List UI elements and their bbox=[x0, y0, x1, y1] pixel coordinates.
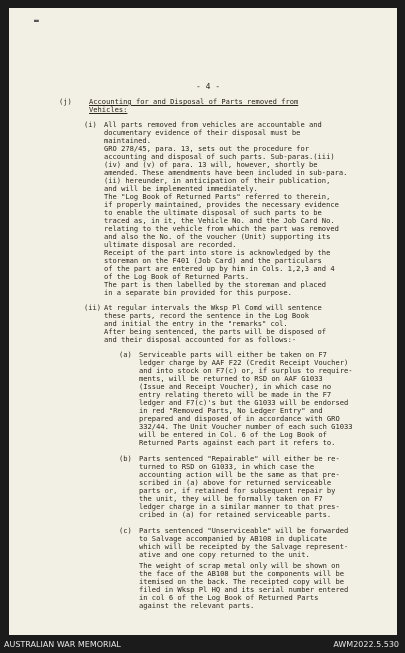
text-line: (iv) and (v) of para. 13 will, however, shortly be bbox=[104, 160, 318, 169]
text-line: ledger and F7(c)'s but the G1033 will be endorsed bbox=[139, 398, 349, 407]
archive-reference: AWM2022.5.530 bbox=[333, 640, 399, 649]
text-line: traced as, in it, the Vehicle No. and the Job Card No. bbox=[104, 216, 335, 225]
text-line: filed in Wksp Pl HQ and its serial number entered bbox=[139, 585, 349, 594]
text-line: in col 6 of the Log Book of Returned Parts bbox=[139, 593, 319, 602]
text-line: The part is then labelled by the storeman and placed bbox=[104, 280, 327, 289]
text-line: maintained. bbox=[104, 136, 151, 145]
text-line: in red "Removed Parts, No Ledger Entry" and bbox=[139, 406, 323, 415]
text-line: documentary evidence of their disposal must be bbox=[104, 128, 301, 137]
text-line: Receipt of the part into store is acknowledged by the bbox=[104, 248, 331, 257]
text-line: After being sentenced, the parts will be disposed of bbox=[104, 327, 327, 336]
text-line: 332/44. The Unit Voucher number of each such G1033 bbox=[139, 422, 353, 431]
text-line: The weight of scrap metal only will be shown on bbox=[139, 561, 340, 570]
text-line: The "Log Book of Returned Parts" referred to therein, bbox=[104, 192, 331, 201]
text-line: storeman on the F401 (Job Card) and the particulars bbox=[104, 256, 322, 265]
text-line: Serviceable parts will either be taken on F7 bbox=[139, 350, 327, 359]
sub-a-label: (a) bbox=[119, 350, 132, 359]
text-line: itemised on the back. The receipted copy will be bbox=[139, 577, 344, 586]
text-line: ledger charge by AAF F22 (Credit Receipt Voucher) bbox=[139, 358, 349, 367]
document-page bbox=[9, 8, 397, 635]
text-line: and their disposal accounted for as follows:- bbox=[104, 335, 297, 344]
text-line: At regular intervals the Wksp Pl Comd will sentence bbox=[104, 303, 322, 312]
section-j-heading-line2: Vehicles: bbox=[89, 105, 128, 114]
text-line: (ii) hereunder, in anticipation of their publication, bbox=[104, 176, 331, 185]
text-line: parts or, if retained for subsequent repair by bbox=[139, 486, 336, 495]
sub-c-label: (c) bbox=[119, 526, 132, 535]
para-ii-label: (ii) bbox=[84, 303, 102, 312]
text-line: (Issue and Receipt Voucher), in which case no bbox=[139, 382, 332, 391]
text-line: to Salvage accompanied by AB108 in duplicate bbox=[139, 534, 327, 543]
text-line: and will be implemented immediately. bbox=[104, 184, 258, 193]
text-line: ledger charge in a similar manner to that pres- bbox=[139, 502, 340, 511]
text-line: will be entered in Col. 6 of the Log Book of bbox=[139, 430, 327, 439]
text-line: turned to RSD on G1033, in which case the bbox=[139, 462, 315, 471]
text-line: these parts, record the sentence in the Log Book bbox=[104, 311, 309, 320]
text-line: and initial the entry in the "remarks" col. bbox=[104, 319, 288, 328]
page-number: - 4 - bbox=[196, 82, 221, 91]
text-line: relating to the vehicle from which the part was removed bbox=[104, 224, 339, 233]
text-line: entry relating thereto will be made in the F7 bbox=[139, 390, 332, 399]
text-line: amended. These amendments have been included in sub-para. bbox=[104, 168, 348, 177]
para-i-label: (i) bbox=[84, 120, 97, 129]
text-line: GRO 278/45, para. 13, sets out the procedure for bbox=[104, 144, 309, 153]
text-line: the unit, they will be formally taken on F7 bbox=[139, 494, 323, 503]
text-line: of the part are entered up by him in Cols. 1,2,3 and 4 bbox=[104, 264, 335, 273]
text-line: if properly maintained, provides the necessary evidence bbox=[104, 200, 339, 209]
text-line: and also the No. of the voucher (Unit) supporting its bbox=[104, 232, 331, 241]
text-line: ative and one copy returned to the unit. bbox=[139, 550, 310, 559]
section-j-heading-line1: Accounting for and Disposal of Parts removed from bbox=[89, 97, 299, 106]
text-line: All parts removed from vehicles are accountable and bbox=[104, 120, 322, 129]
sub-b-label: (b) bbox=[119, 454, 132, 463]
page-mark: ▬ bbox=[34, 16, 39, 25]
text-line: accounting action will be the same as that pre- bbox=[139, 470, 340, 479]
text-line: accounting and disposal of such parts. Sub-paras.(iii) bbox=[104, 152, 335, 161]
text-line: prepared and disposed of in accordance with GRO bbox=[139, 414, 340, 423]
text-line: ultimate disposal are recorded. bbox=[104, 240, 237, 249]
text-line: of the Log Book of Returned Parts. bbox=[104, 272, 250, 281]
archive-footer bbox=[0, 637, 405, 653]
text-line: in a separate bin provided for this purpose. bbox=[104, 288, 292, 297]
text-line: Parts sentenced "Unserviceable" will be forwarded bbox=[139, 526, 349, 535]
text-line: cribed in (a) for retained serviceable parts. bbox=[139, 510, 332, 519]
text-line: the face of the AB108 but the components will be bbox=[139, 569, 344, 578]
text-line: scribed in (a) above for returned serviceable bbox=[139, 478, 332, 487]
section-j-label: (j) bbox=[59, 97, 72, 106]
text-line: Parts sentenced "Repairable" will either be re- bbox=[139, 454, 340, 463]
text-line: to enable the ultimate disposal of such parts to be bbox=[104, 208, 322, 217]
text-line: against the relevant parts. bbox=[139, 601, 255, 610]
text-line: Returned Parts against each part it refers to. bbox=[139, 438, 336, 447]
text-line: ments, will be returned to RSD on AAF G1033 bbox=[139, 374, 323, 383]
archive-name: AUSTRALIAN WAR MEMORIAL bbox=[4, 640, 121, 649]
text-line: and into stock on F7(c) or, if surplus to require- bbox=[139, 366, 353, 375]
text-line: which will be receipted by the Salvage represent- bbox=[139, 542, 349, 551]
